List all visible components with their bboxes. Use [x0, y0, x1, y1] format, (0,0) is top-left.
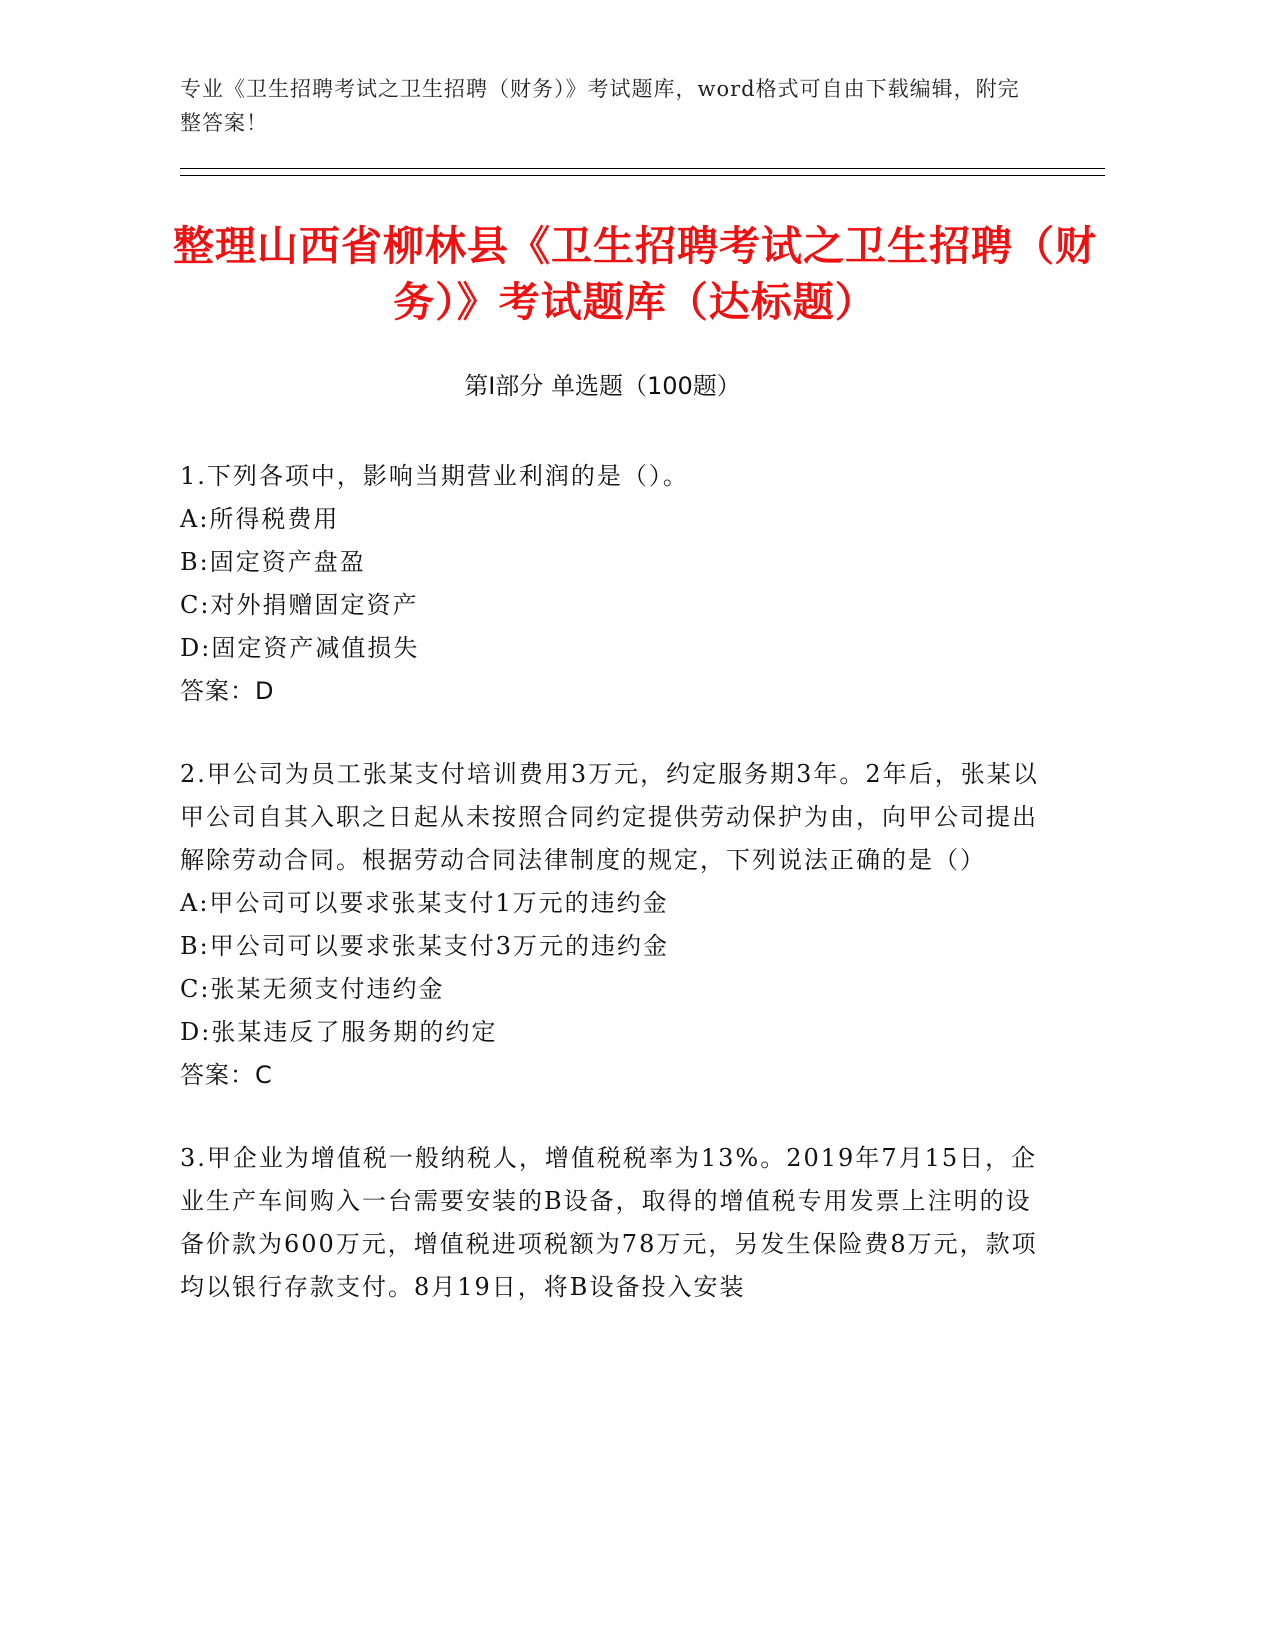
option-d: D:张某违反了服务期的约定	[180, 1018, 498, 1046]
option-a: A:所得税费用	[180, 505, 340, 533]
question-stem: 1.下列各项中，影响当期营业利润的是（）。	[180, 462, 689, 490]
option-d: D:固定资产减值损失	[180, 634, 420, 662]
option-b: B:甲公司可以要求张某支付3万元的违约金	[180, 932, 669, 960]
option-c: C:张某无须支付违约金	[180, 975, 445, 1003]
question-3	[180, 1137, 1040, 1309]
question-2	[180, 753, 1040, 1097]
header-divider-top	[180, 168, 1105, 169]
section-title: 第Ⅰ部分 单选题（100题）	[464, 372, 741, 400]
option-c: C:对外捐赠固定资产	[180, 591, 419, 619]
question-stem: 3.甲企业为增值税一般纳税人，增值税税率为13%。2019年7月15日，企业生产车间购入一台需要安装的B设备，取得的增值税专用发票上注明的设备价款为600万元，增值税进项税额为78万元，另发生保险费8万元，款项均以银行存款支付。8月19日，将B设备投入安装	[180, 1144, 1038, 1301]
option-a: A:甲公司可以要求张某支付1万元的违约金	[180, 889, 669, 917]
header-note: 专业《卫生招聘考试之卫生招聘（财务）》考试题库，word格式可自由下载编辑，附完整答案！	[180, 77, 1020, 135]
question-stem: 2.甲公司为员工张某支付培训费用3万元，约定服务期3年。2年后，张某以甲公司自其入职之日起从未按照合同约定提供劳动保护为由，向甲公司提出解除劳动合同。根据劳动合同法律制度的规定，下列说法正确的是（）	[180, 760, 1039, 874]
question-1	[180, 455, 1040, 713]
option-b: B:固定资产盘盈	[180, 548, 366, 576]
document-title: 整理山西省柳林县《卫生招聘考试之卫生招聘（财务）》考试题库（达标题）	[173, 222, 1097, 326]
question-list	[180, 455, 1040, 1349]
answer: 答案：C	[180, 1061, 273, 1089]
header-divider-bottom	[180, 175, 1105, 176]
answer: 答案：D	[180, 677, 275, 705]
